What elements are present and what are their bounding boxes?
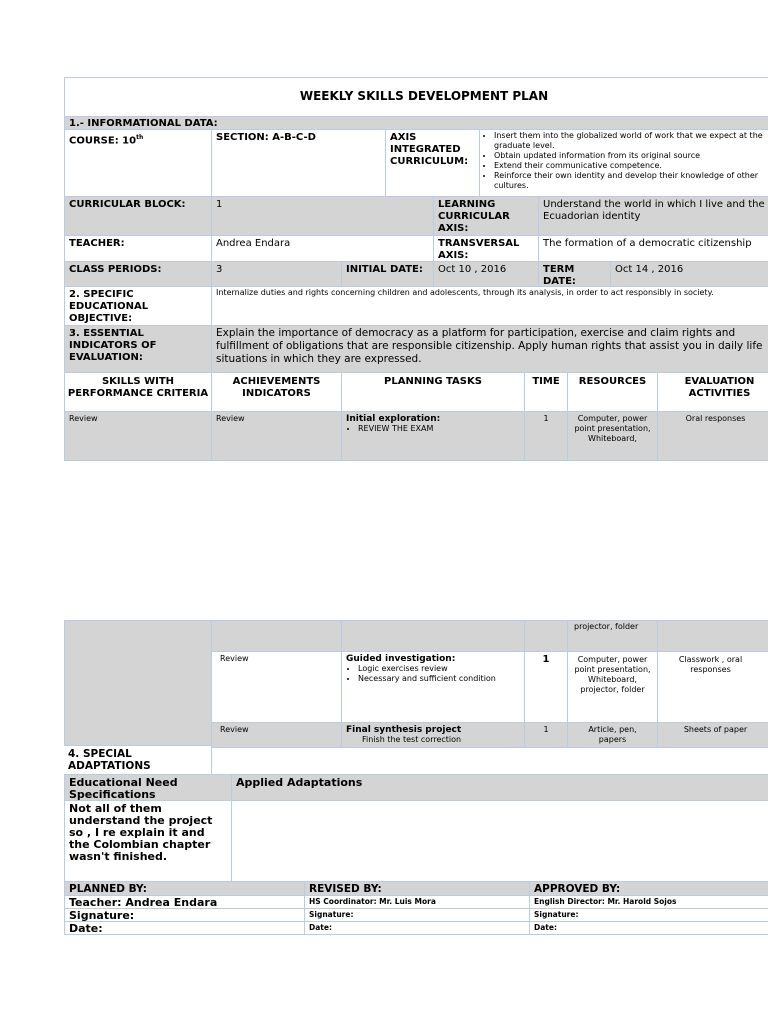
row1-achievements: Review	[211, 411, 342, 461]
header-resources: RESOURCES	[567, 372, 658, 412]
row1-skills: Review	[64, 411, 212, 461]
planned-label: PLANNED BY:	[64, 881, 305, 896]
applied-label: Applied Adaptations	[231, 774, 768, 801]
row2-time: 1	[524, 651, 568, 723]
transversal-value: The formation of a democratic citizenship	[538, 235, 768, 262]
row2-task-item: • Logic exercises review	[358, 664, 520, 674]
coordinator-name: HS Coordinator: Mr. Luis Mora	[304, 895, 530, 909]
section-cell: SECTION: A-B-C-D	[211, 129, 386, 197]
cont-evaluation	[657, 620, 768, 652]
teacher-date: Date:	[64, 921, 305, 935]
applied-value	[231, 800, 768, 882]
row2-task-item: • Necessary and sufficient condition	[358, 674, 520, 684]
row1-task-title: Initial exploration:	[346, 414, 441, 424]
page-title: WEEKLY SKILLS DEVELOPMENT PLAN	[299, 89, 549, 103]
row3-planning	[341, 722, 525, 748]
director-date: Date:	[529, 921, 768, 935]
cont-resources: projector, folder	[567, 620, 658, 652]
cont-planning	[341, 620, 525, 652]
special-heading: 4. SPECIAL ADAPTATIONS	[68, 748, 151, 772]
objective-value: Internalize duties and rights concerning children and adolescents, through its analysis, in order to act responsibly in society.	[211, 286, 768, 326]
teacher-name: Teacher: Andrea Endara	[64, 895, 305, 909]
header-achievements: ACHIEVEMENTS INDICATORS	[211, 372, 342, 412]
coordinator-date: Date:	[304, 921, 530, 935]
row3-resources: Article, pen, papers	[567, 722, 658, 748]
special-heading-blank	[211, 747, 768, 775]
transversal-label: TRANSVERSAL AXIS:	[433, 235, 539, 262]
row1-planning	[341, 411, 525, 461]
teacher-label: TEACHER:	[64, 235, 212, 262]
row3-achievements: Review	[211, 722, 342, 748]
course-sup: th	[136, 134, 144, 141]
row2-evaluation: Classwork , oral responses	[657, 651, 768, 723]
objective-label: 2. SPECIFIC EDUCATIONAL OBJECTIVE:	[64, 286, 212, 326]
row3-time: 1	[524, 722, 568, 748]
row2-resources: Computer, power point presentation, Whiteboard, projector, folder	[567, 651, 658, 723]
row1-time: 1	[524, 411, 568, 461]
indicators-value: Explain the importance of democracy as a platform for participation, exercise and claim rights and fulfillment of obligations that are responsible citizenship. Apply human rights that assist you in daily life situations in which they are expressed.	[211, 325, 768, 373]
axis-item: • Obtain updated information from its original source	[494, 151, 768, 161]
header-time: TIME	[524, 372, 568, 412]
row2-achievements: Review	[211, 651, 342, 723]
cont-achievements	[211, 620, 342, 652]
term-date-value: Oct 14 , 2016	[610, 261, 768, 287]
periods-value: 3	[211, 261, 342, 287]
term-date-label: TERM DATE:	[538, 261, 611, 287]
need-label: Educational Need Specifications	[64, 774, 232, 801]
row3-task-title: Final synthesis project	[346, 725, 462, 735]
revised-label: REVISED BY:	[304, 881, 530, 896]
learning-axis-value: Understand the world in which I live and the Ecuadorian identity	[538, 196, 768, 236]
header-skills: SKILLS WITH PERFORMANCE CRITERIA	[64, 372, 212, 412]
row1-task-item: • REVIEW THE EXAM	[358, 424, 520, 434]
initial-date-label: INITIAL DATE:	[341, 261, 434, 287]
row2-task-title: Guided investigation:	[346, 654, 456, 664]
course-label: COURSE: 10	[69, 135, 137, 147]
row3-task-text: Finish the test correction	[362, 735, 462, 744]
periods-label: CLASS PERIODS:	[64, 261, 212, 287]
director-name: English Director: Mr. Harold Sojos	[529, 895, 768, 909]
row3-evaluation: Sheets of paper	[657, 722, 768, 748]
course-cell	[64, 129, 212, 197]
teacher-signature: Signature:	[64, 908, 305, 922]
informational-heading: 1.- INFORMATIONAL DATA:	[64, 116, 768, 130]
block-value: 1	[211, 196, 434, 236]
approved-label: APPROVED BY:	[529, 881, 768, 896]
header-evaluation: EVALUATION ACTIVITIES	[657, 372, 768, 412]
axis-item: • Insert them into the globalized world of work that we expect at the graduate level.	[494, 131, 768, 151]
row1-resources: Computer, power point presentation, Whiteboard,	[567, 411, 658, 461]
axis-integrated-list	[479, 129, 768, 197]
teacher-value: Andrea Endara	[211, 235, 434, 262]
row2-planning	[341, 651, 525, 723]
initial-date-value: Oct 10 , 2016	[433, 261, 539, 287]
cont-time	[524, 620, 568, 652]
axis-integrated-label: AXIS INTEGRATED CURRICULUM:	[385, 129, 480, 197]
cont-skills-cell	[64, 620, 212, 746]
need-value: Not all of them understand the project so , I re explain it and the Colombian chapter wasn't finished.	[64, 800, 232, 882]
indicators-label: 3. ESSENTIAL INDICATORS OF EVALUATION:	[64, 325, 212, 373]
block-label: CURRICULAR BLOCK:	[64, 196, 212, 236]
header-planning: PLANNING TASKS	[341, 372, 525, 412]
learning-axis-label: LEARNING CURRICULAR AXIS:	[433, 196, 539, 236]
director-signature: Signature:	[529, 908, 768, 922]
axis-item: • Extend their communicative competence.	[494, 161, 768, 171]
coordinator-signature: Signature:	[304, 908, 530, 922]
row1-evaluation: Oral responses	[657, 411, 768, 461]
axis-item: • Reinforce their own identity and develop their knowledge of other cultures.	[494, 171, 768, 191]
